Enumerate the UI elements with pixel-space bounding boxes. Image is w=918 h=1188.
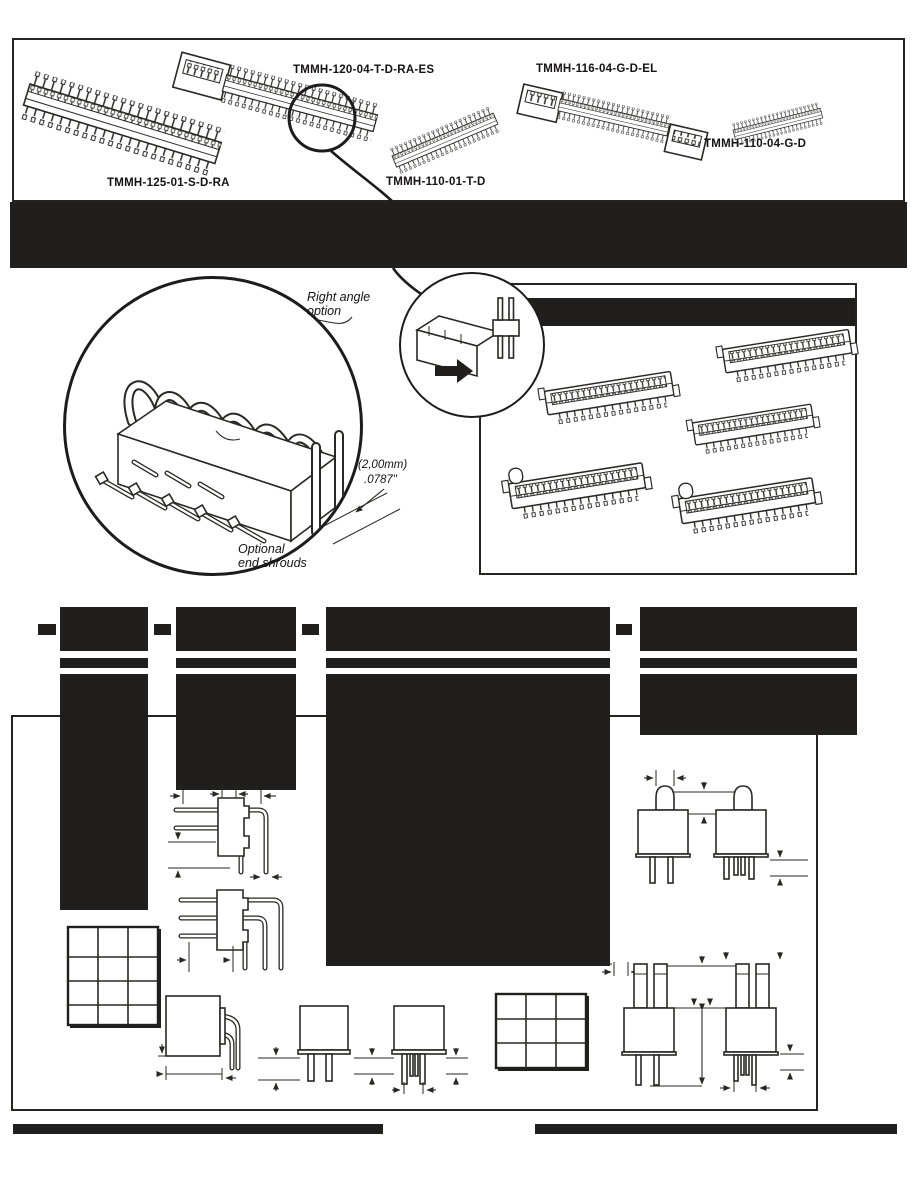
front-view-2pin [256, 1002, 356, 1086]
pn-segment-block-2 [176, 607, 296, 651]
square-post-pair-drawing [598, 946, 810, 1092]
detail-circle [63, 276, 363, 576]
dome-connector-1 [636, 786, 690, 883]
pitch-note-metric: (2,00mm) [358, 459, 408, 471]
square-post-connector-1 [622, 964, 676, 1085]
right-angle-2pin-drawing [162, 784, 302, 880]
end-shroud-note: Optional end shrouds [238, 542, 307, 570]
pn-dash-3 [302, 624, 319, 635]
product-label-116: TMMH-116-04-G-D-EL [536, 63, 658, 75]
pn-segment-block-1 [60, 607, 148, 651]
mating-inset-drawing [401, 274, 542, 415]
pn-underline-bar-1 [60, 658, 148, 668]
pn-options-block-2 [176, 674, 296, 790]
footer-bar-right [535, 1124, 897, 1134]
product-label-110-01: TMMH-110-01-T-D [386, 176, 486, 188]
pitch-dim-line-2 [333, 509, 400, 544]
pn-options-block-4 [640, 674, 857, 735]
pn-segment-block-3 [326, 607, 610, 651]
right-angle-note: Right angle option [307, 290, 371, 318]
dome-connector-2 [714, 786, 768, 879]
side-view-ra-connector [158, 986, 263, 1082]
pitch-note-inches: .0787" [364, 474, 397, 486]
pn-segment-block-4 [640, 607, 857, 651]
callout-curve-upper [330, 150, 393, 202]
variant-connector-1 [716, 325, 860, 385]
two-pin-header [493, 298, 519, 358]
product-label-110-04: TMMH-110-04-G-D [704, 138, 807, 150]
variant-connector-3 [686, 400, 821, 456]
mating-inset-circle [399, 272, 545, 418]
front-view-4pin [352, 1002, 470, 1094]
pn-underline-bar-2 [176, 658, 296, 668]
spec-table-3row [494, 992, 591, 1074]
redacted-title-band [10, 202, 907, 268]
spec-table-4row [66, 925, 162, 1029]
footer-bar-left [13, 1124, 383, 1134]
product-label-125: TMMH-125-01-S-D-RA [107, 177, 230, 189]
variant-connector-2 [538, 367, 682, 427]
pn-underline-bar-3 [326, 658, 610, 668]
pn-dash-4 [616, 624, 632, 635]
pn-dash-1 [38, 624, 56, 635]
dome-post-pair-drawing [612, 762, 812, 890]
variant-connector-5 [670, 463, 824, 537]
pn-underline-bar-4 [640, 658, 857, 668]
product-label-120: TMMH-120-04-T-D-RA-ES [293, 64, 435, 76]
variant-connector-4 [500, 448, 654, 522]
square-post-connector-2 [724, 964, 778, 1085]
right-angle-3pin-drawing [175, 884, 300, 978]
pn-options-block-3 [326, 674, 610, 966]
pn-dash-2 [154, 624, 171, 635]
zoom-circle-ring [289, 85, 355, 151]
pitch-arrow [356, 489, 384, 512]
detail-connector-drawing [66, 279, 363, 576]
pn-options-block-1 [60, 674, 148, 910]
